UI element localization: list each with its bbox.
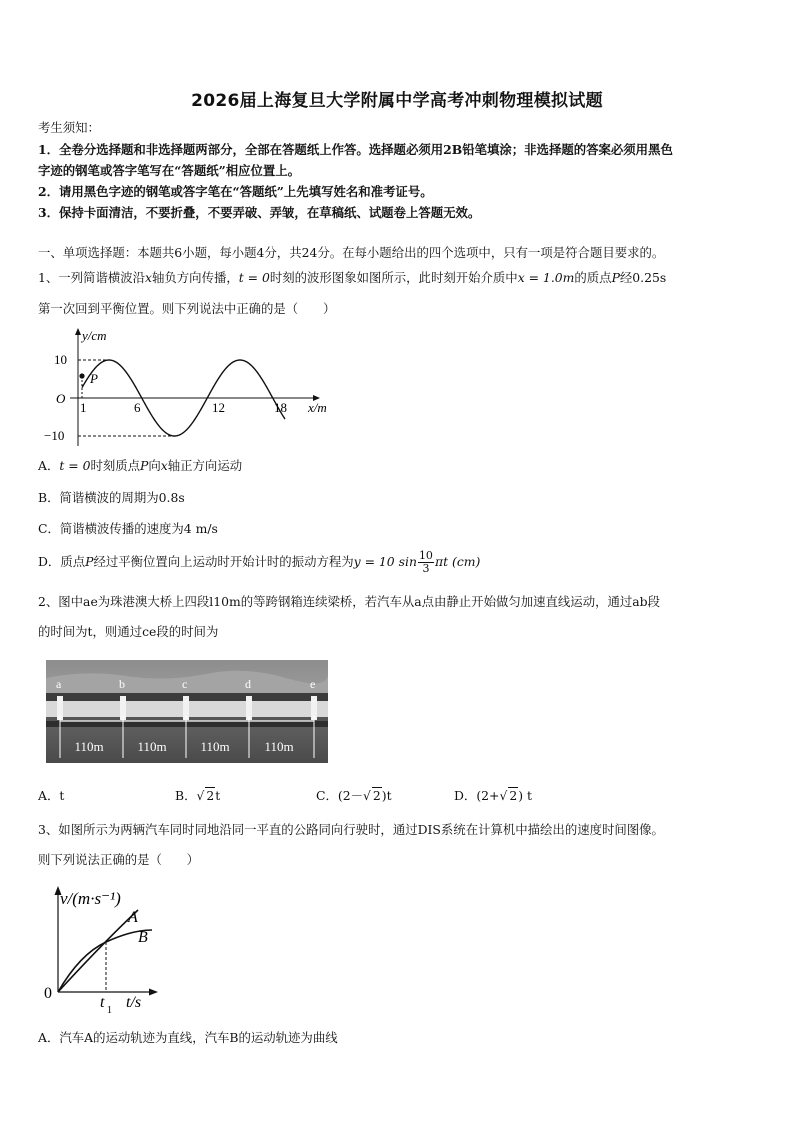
q1-y-arrow-icon [75, 328, 81, 335]
q2-stem-line1: 2、图中ae为珠港澳大桥上四段l10m的等跨钢箱连续梁桥，若汽车从a点由静止开始做匀加速直线运动，通过ab段 [38, 594, 660, 609]
q2-option-d-post: ) t [518, 788, 532, 803]
q1-label-p: P [90, 371, 98, 386]
q1-option-d-numerator: 10 [418, 549, 433, 562]
q2-option-b: B．√ 2t [175, 788, 221, 803]
page-title: 2026届上海复旦大学附属中学高考冲刺物理模拟试题 [191, 91, 603, 111]
q1-stem-a: 1、一列简谐横波沿 [38, 270, 146, 285]
notice-item-1: 1．全卷分选择题和非选择题两部分，全部在答题纸上作答。选择题必须用2B铅笔填涂；非选择题的答案必须用黑色 [38, 142, 673, 157]
q2-option-b-label: B． [175, 788, 197, 803]
q3-tick-sub: 1 [107, 1005, 112, 1016]
q1-option-a-x: x [160, 458, 168, 473]
q1-var-x: x [145, 270, 153, 285]
q1-option-b-text: B．简谐横波的周期为 [38, 490, 159, 505]
q3-label-a: A [128, 909, 138, 926]
q1-option-d-p: P [85, 554, 94, 569]
q3-origin: 0 [44, 985, 52, 1002]
q2-option-b-post: t [215, 788, 221, 803]
q3-option-a: A．汽车A的运动轨迹为直线，汽车B的运动轨迹为曲线 [38, 1030, 338, 1045]
notice-item-3: 3．保持卡面清洁，不要折叠，不要弄破、弄皱，在草稿纸、试题卷上答题无效。 [38, 205, 481, 220]
q2-option-c-label: C．(2－ [316, 788, 363, 803]
q1-option-a-p: P [140, 458, 149, 473]
q2-point-label-d: d [245, 677, 251, 691]
q2-span-label: 110m [74, 739, 104, 754]
q1-option-a-t: t = 0 [59, 458, 91, 473]
q3-label-b: B [138, 929, 148, 946]
q1-point-p [79, 373, 84, 378]
q1-option-b-value: 0.8s [158, 490, 185, 505]
q1-stem-c: 时刻的波形图象如图所示，此时刻开始介质中 [269, 270, 518, 285]
q1-t-val: 0.25s [632, 270, 667, 285]
q1-ytick-10: 10 [54, 352, 67, 367]
q2-span-label: 110m [264, 739, 294, 754]
q1-option-a-text1: 时刻质点 [90, 458, 141, 473]
q1-option-d-fraction [418, 550, 434, 575]
q1-stem-b: 轴负方向传播， [152, 270, 239, 285]
q2-stem-line2: 的时间为t，则通过ce段的时间为 [38, 624, 219, 639]
q2-option-d-radicand: 2 [509, 788, 518, 803]
q2-point-label-a: a [56, 677, 62, 691]
q2-span-label: 110m [137, 739, 167, 754]
q1-origin: O [56, 391, 66, 406]
notice-item-2: 2．请用黑色字迹的钢笔或答字笔在“答题纸”上先填写姓名和准考证号。 [38, 184, 433, 199]
q1-xtick-18: 18 [274, 400, 287, 415]
q3-ylabel: v/(m·s⁻¹) [60, 889, 121, 908]
q1-option-a-text3: 轴正方向运动 [167, 458, 243, 473]
q3-x-arrow-icon [149, 989, 158, 996]
q1-option-a-text2: 向 [148, 458, 161, 473]
q1-option-d-text: 经过平衡位置向上运动时开始计时的振动方程为 [93, 554, 354, 569]
q1-option-c-value: 4 m/s [183, 521, 218, 536]
q1-option-d-label: D．质点 [38, 554, 86, 569]
q2-option-b-radicand: 2 [206, 788, 215, 803]
q2-point-label-b: b [119, 677, 125, 691]
q1-option-b [38, 490, 185, 506]
q2-option-d: D．(2+√ 2) t [454, 788, 532, 803]
q1-stem-e: 经 [619, 270, 633, 285]
q1-option-a [38, 458, 242, 474]
q2-option-d-label: D．(2+ [454, 788, 500, 803]
q1-xtick-1: 1 [80, 400, 87, 415]
q2-option-c: C．(2－√ 2)t [316, 788, 392, 803]
q1-var-p: P [611, 270, 620, 285]
q2-option-a: A．t [38, 788, 65, 803]
q1-stem-d: 的质点 [574, 270, 612, 285]
q3-tick-t: t [100, 994, 105, 1011]
q2-bridge-photo [46, 660, 328, 763]
q2-option-c-radicand: 2 [372, 788, 381, 803]
q2-bridge-illustration [46, 660, 328, 763]
section-heading: 一、单项选择题：本题共6小题，每小题4分，共24分。在每小题给出的四个选项中，只有一项是符合题目要求的。 [38, 245, 665, 260]
q1-xlabel: x/m [308, 400, 327, 415]
q1-xtick-12: 12 [212, 400, 225, 415]
q2-point-label-e: e [310, 677, 316, 691]
q1-option-d-eq-post: πt (cm) [434, 554, 481, 569]
q2-span-label: 110m [200, 739, 230, 754]
q2-point-label-c: c [182, 677, 188, 691]
q1-ylabel: y/cm [82, 328, 107, 343]
q3-curve-a [58, 910, 138, 992]
q3-vt-graph [40, 880, 170, 1016]
q3-stem-line1: 3、如图所示为两辆汽车同时同地沿同一平直的公路同向行驶时，通过DIS系统在计算机中描绘出的速度时间图像。 [38, 822, 664, 837]
q1-option-c-text: C．简谐横波传播的速度为 [38, 521, 184, 536]
q1-wave-graph [40, 326, 350, 448]
q1-ytick-neg10: −10 [44, 428, 65, 443]
q1-xtick-6: 6 [134, 400, 141, 415]
q1-option-d-eq-pre: y = 10 sin [353, 554, 417, 569]
q1-option-c [38, 521, 218, 537]
q1-option-a-label: A． [38, 458, 60, 473]
q1-t-eq: t = 0 [238, 270, 270, 285]
q3-stem-line2: 则下列说法正确的是（ ） [38, 852, 200, 867]
q1-stem-line1 [38, 270, 666, 286]
q3-xlabel: t/s [126, 994, 142, 1011]
q1-option-d-denominator: 3 [422, 562, 430, 575]
q1-x-eq: x = 1.0m [517, 270, 575, 285]
q1-option-d [38, 547, 480, 577]
notice-heading: 考生须知： [38, 120, 100, 135]
q2-option-c-post: )t [381, 788, 392, 803]
notice-item-1-cont: 字迹的钢笔或答字笔写在“答题纸”相应位置上。 [38, 163, 301, 178]
q1-stem-line2: 第一次回到平衡位置。则下列说法中正确的是（ ） [38, 301, 336, 316]
